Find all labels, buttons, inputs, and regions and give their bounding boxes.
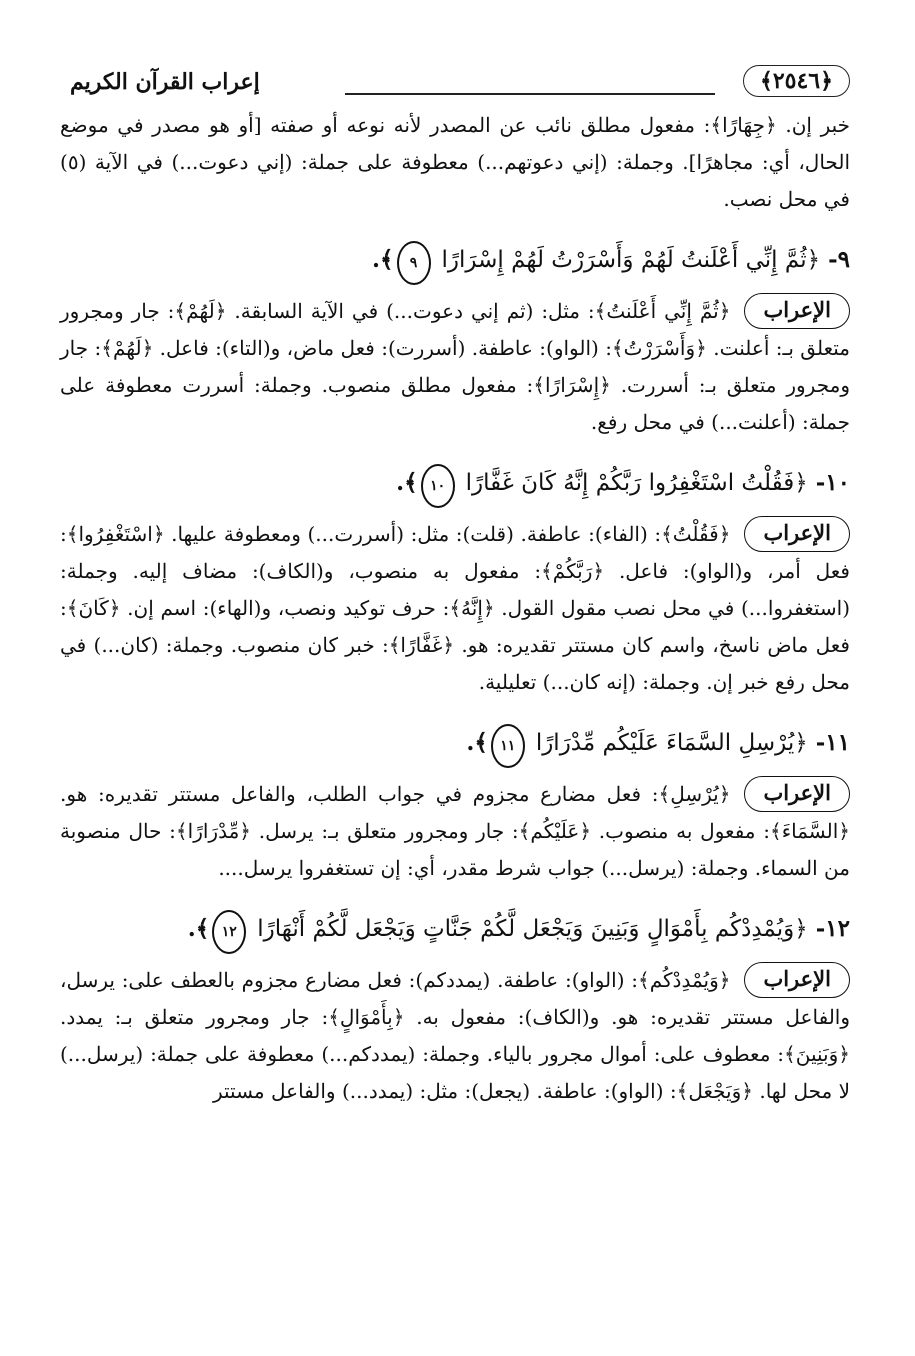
ayah-marker: ١١ [491, 724, 525, 768]
verse-heading-12 [60, 909, 850, 954]
verse-heading-11 [60, 723, 850, 768]
verse-number: ١٠- [815, 469, 850, 496]
page [60, 55, 850, 1110]
irab-text: ﴿ثُمَّ إِنِّي أَعْلَنتُ﴾: مثل: (ثم إني دعوت...) في الآية السابقة. ﴿لَهُمْ﴾: جار ومجرور متعلق بـ: أعلنت. ﴿وَأَسْرَرْتُ﴾: (الواو): عاطفة. (أسررت): فعل ماض، و(التاء): فاعل. ﴿لَهُمْ﴾: جار ومجرور متعلق بـ: أسررت. ﴿إِسْرَارًا﴾: مفعول مطلق منصوب. وجملة: أسررت معطوفة على جملة: (أعلنت...) في محل رفع. [60, 299, 850, 434]
irab-block-10 [60, 516, 850, 701]
irab-badge: الإعراب [744, 962, 850, 998]
irab-text: ﴿يُرْسِلِ﴾: فعل مضارع مجزوم في جواب الطلب، والفاعل مستتر تقديره: هو. ﴿السَّمَاءَ﴾: مفعول به منصوب. ﴿عَلَيْكُم﴾: جار ومجرور متعلق بـ: يرسل. ﴿مِّدْرَارًا﴾: حال منصوبة من السماء. وجملة: (يرسل...) جواب شرط مقدر، أي: إن تستغفروا يرسل.... [60, 782, 850, 880]
book-title: إعراب القرآن الكريم [70, 69, 260, 95]
verse-number: ١١- [815, 729, 850, 756]
verse-close: ﴾. [396, 469, 418, 496]
page-header [60, 55, 850, 107]
irab-badge: الإعراب [744, 776, 850, 812]
irab-text: ﴿وَيُمْدِدْكُم﴾: (الواو): عاطفة. (يمددكم): فعل مضارع مجزوم بالعطف على: يرسل، والفاعل مستتر تقديره: هو. و(الكاف): مفعول به. ﴿بِأَمْوَالٍ﴾: جار ومجرور متعلق بـ: يمدد. ﴿وَبَنِينَ﴾: معطوف على: أموال مجرور بالياء. وجملة: (يمددكم...) معطوفة على جملة: (يرسل...) لا محل لها. ﴿وَيَجْعَل﴾: (الواو): عاطفة. (يجعل): مثل: (يمدد...) والفاعل مستتر [60, 968, 850, 1103]
ayah-marker: ١٠ [421, 464, 455, 508]
irab-block-9 [60, 293, 850, 441]
verse-close: ﴾. [466, 729, 488, 756]
verse-text: ﴿وَيُمْدِدْكُم بِأَمْوَالٍ وَبَنِينَ وَيَجْعَل لَّكُمْ جَنَّاتٍ وَيَجْعَل لَّكُمْ أَنْهَارًا [257, 916, 808, 942]
verse-close: ﴾. [372, 246, 394, 273]
irab-text: ﴿فَقُلْتُ﴾: (الفاء): عاطفة. (قلت): مثل: (أسررت...) ومعطوفة عليها. ﴿اسْتَغْفِرُوا﴾: فعل أمر، و(الواو): فاعل. ﴿رَبَّكُمْ﴾: مفعول به منصوب، و(الكاف): مضاف إليه. وجملة: (استغفروا...) في محل نصب مقول القول. ﴿إِنَّهُ﴾: حرف توكيد ونصب، و(الهاء): اسم إن. ﴿كَانَ﴾: فعل ماض ناسخ، واسم كان مستتر تقديره: هو. ﴿غَفَّارًا﴾: خبر كان منصوب. وجملة: (كان...) في محل رفع خبر إن. وجملة: (إنه كان...) تعليلية. [60, 522, 850, 694]
ayah-marker: ٩ [397, 241, 431, 285]
verse-number: ٩- [828, 246, 850, 273]
page-number: ﴿٢٥٤٦﴾ [743, 65, 850, 97]
verse-heading-10 [60, 463, 850, 508]
verse-text: ﴿يُرْسِلِ السَّمَاءَ عَلَيْكُم مِّدْرَارًا [535, 730, 808, 756]
verse-number: ١٢- [815, 915, 850, 942]
irab-block-12 [60, 962, 850, 1110]
ayah-marker: ١٢ [212, 910, 246, 954]
irab-block-11 [60, 776, 850, 887]
verse-close: ﴾. [187, 915, 210, 942]
irab-badge: الإعراب [744, 516, 850, 552]
verse-text: ﴿فَقُلْتُ اسْتَغْفِرُوا رَبَّكُمْ إِنَّهُ كَانَ غَفَّارًا [465, 470, 808, 496]
intro-paragraph: خبر إن. ﴿جِهَارًا﴾: مفعول مطلق نائب عن المصدر لأنه نوعه أو صفته [أو هو مصدر في موضع الحال، أي: مجاهرًا]. وجملة: (إني دعوتهم...) معطوفة على جملة: (إني دعوت...) في الآية (٥) في محل نصب. [60, 113, 850, 211]
verse-text: ﴿ثُمَّ إِنِّي أَعْلَنتُ لَهُمْ وَأَسْرَرْتُ لَهُمْ إِسْرَارًا [441, 247, 821, 273]
verse-heading-9 [60, 240, 850, 285]
irab-badge: الإعراب [744, 293, 850, 329]
header-rule [345, 93, 715, 95]
